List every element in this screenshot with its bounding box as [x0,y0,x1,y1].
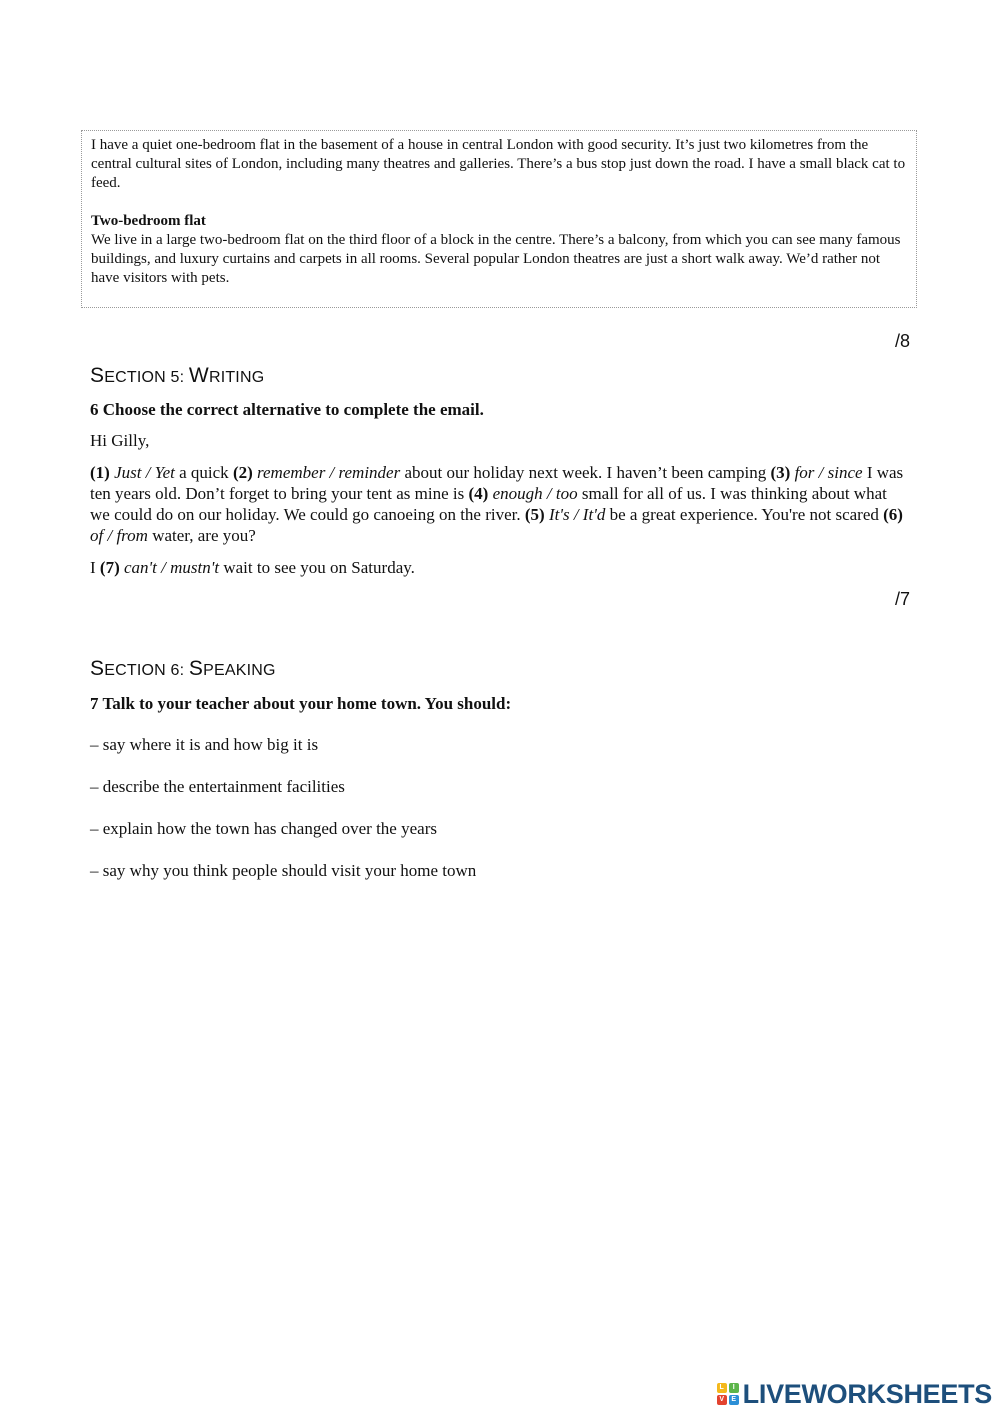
alternative-1[interactable]: Just / Yet [114,463,175,482]
email-body: (1) Just / Yet a quick (2) remember / reminder about our holiday next week. I haven’t been camping (3) for / since I was ten years old. Don’t forget to bring your tent as mine is (4) enough / too small for all of us. I was thinking about what we could do on our holiday. We could go canoeing on the river. (5) It's / It'd be a great experience. You're not scared (6) of / from water, are you? [90,463,904,545]
liveworksheets-logo-icon: L I V E [717,1383,739,1405]
two-bedroom-heading: Two-bedroom flat [91,213,206,229]
section5-title: SECTION 5: WRITING [90,364,265,387]
email-greeting: Hi Gilly, [90,431,150,450]
listing-text-box [81,130,917,308]
speaking-point: – say why you think people should visit your home town [90,861,477,880]
alternative-7[interactable]: can't / mustn't [124,558,220,577]
alternative-4[interactable]: enough / too [492,484,578,503]
question-7-instruction: 7 Talk to your teacher about your home town. You should: [90,694,512,713]
speaking-point: – describe the entertainment facilities [90,777,345,796]
speaking-point: – explain how the town has changed over the years [90,819,437,838]
alternative-5[interactable]: It's / It'd [548,505,606,524]
liveworksheets-logo[interactable] [717,1378,992,1410]
alternative-3[interactable]: for / since [794,463,863,482]
two-bedroom-description: We live in a large two-bedroom flat on the third floor of a block in the centre. There’s a balcony, from which you can see many famous buildings, and luxury curtains and carpets in all rooms. Several popular London theatres are just a short walk away. We’d rather not have visitors with pets. [91,232,901,286]
alternative-6[interactable]: of / from [90,526,148,545]
liveworksheets-logo-text: LIVEWORKSHEETS [742,1378,992,1409]
one-bedroom-description: I have a quiet one-bedroom flat in the basement of a house in central London with good security. It’s just two kilometres from the central cultural sites of London, including many theatres and galleries. There’s a bus stop just down the road. I have a small black cat to feed. [91,137,906,191]
email-closing-line: I (7) can't / mustn't wait to see you on Saturday. [90,558,415,577]
section6-title: SECTION 6: SPEAKING [90,657,276,680]
speaking-point: – say where it is and how big it is [90,735,319,754]
section4-score: /8 [894,331,910,351]
question-6-instruction: 6 Choose the correct alternative to complete the email. [90,400,484,419]
alternative-2[interactable]: remember / reminder [257,463,401,482]
section5-score: /7 [894,589,910,609]
